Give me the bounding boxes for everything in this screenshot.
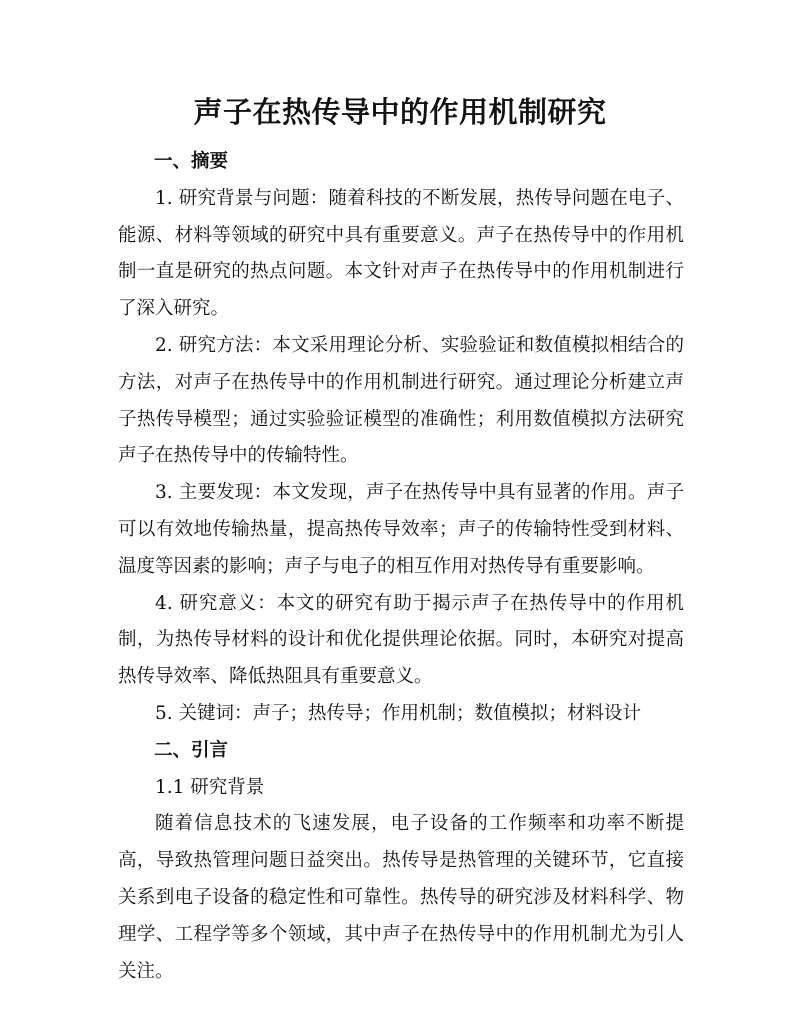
- introduction-paragraph: 随着信息技术的飞速发展，电子设备的工作频率和功率不断提高，导致热管理问题日益突出。热传导是热管理的关键环节，它直接关系到电子设备的稳定性和可靠性。热传导的研究涉及材料科学、物理学、工程学等多个领域，其中声子在热传导中的作用机制尤为引人关注。: [118, 813, 684, 982]
- abstract-item-findings: 3. 主要发现：本文发现，声子在热传导中具有显著的作用。声子可以有效地传输热量，提高热传导效率；声子的传输特性受到材料、温度等因素的影响；声子与电子的相互作用对热传导有重要影响。: [118, 482, 684, 577]
- abstract-heading: 一、摘要: [154, 151, 229, 172]
- document-body: [118, 144, 684, 990]
- introduction-heading: 二、引言: [154, 739, 229, 761]
- document-title: 声子在热传导中的作用机制研究: [193, 95, 607, 129]
- abstract-item-keywords: 5. 关键词：声子；热传导；作用机制；数值模拟；材料设计: [155, 702, 642, 724]
- abstract-item-background: 1. 研究背景与问题：随着科技的不断发展，热传导问题在电子、能源、材料等领域的研究中具有重要意义。声子在热传导中的作用机制一直是研究的热点问题。本文针对声子在热传导中的作用机制进行了深入研究。: [118, 187, 684, 320]
- abstract-item-significance: 4. 研究意义：本文的研究有助于揭示声子在热传导中的作用机制，为热传导材料的设计和优化提供理论依据。同时，本研究对提高热传导效率、降低热阻具有重要意义。: [118, 592, 684, 688]
- introduction-subheading: 1.1 研究背景: [155, 776, 265, 798]
- abstract-item-methods: 2. 研究方法：本文采用理论分析、实验验证和数值模拟相结合的方法，对声子在热传导中的作用机制进行研究。通过理论分析建立声子热传导模型；通过实验验证模型的准确性；利用数值模拟方法研究声子在热传导中的传输特性。: [118, 334, 684, 467]
